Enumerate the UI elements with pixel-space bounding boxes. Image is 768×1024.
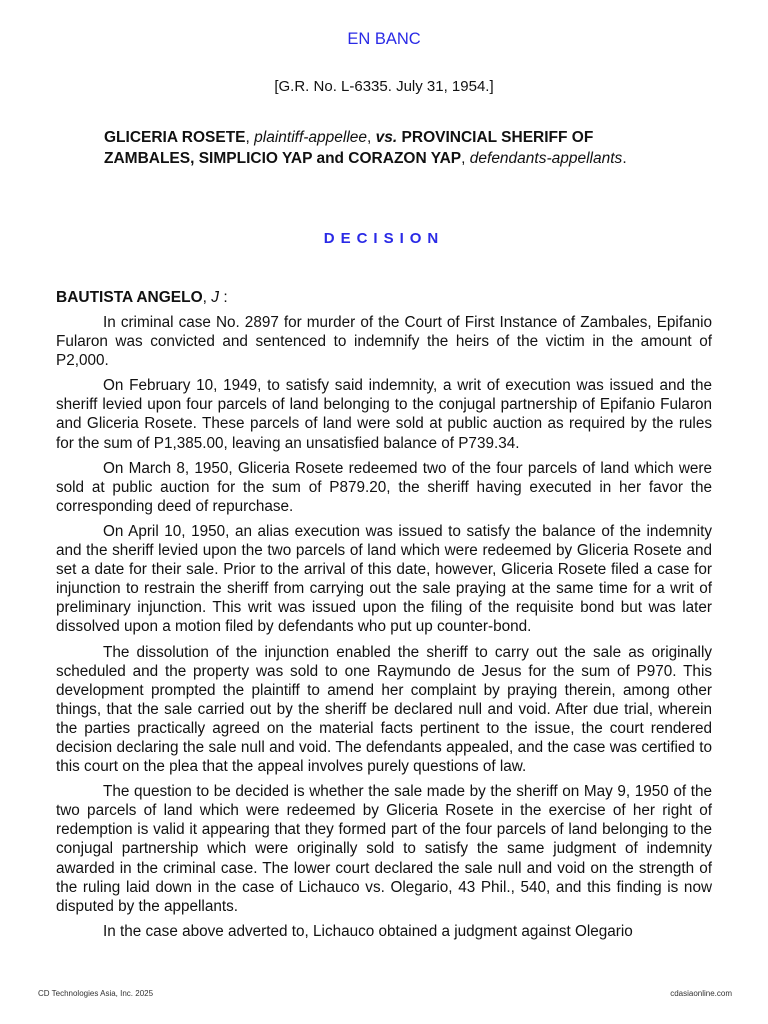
paragraph: On February 10, 1949, to satisfy said indemnity, a writ of execution was issued and the sheriff levied upon four parcels of land belonging to the conjugal partnership of Epifanio Fularon and Gliceria Rosete. These parcels of land were sold at public auction as required by the rules for the sum of P1,385.00, leaving an unsatisfied balance of P739.34. <box>56 377 712 452</box>
decision-body <box>56 313 712 947</box>
paragraph: In the case above adverted to, Lichauco obtained a judgment against Olegario <box>103 922 633 940</box>
plaintiff-name: GLICERIA ROSETE <box>104 129 246 146</box>
case-parties: GLICERIA ROSETE, plaintiff-appellee, vs. PROVINCIAL SHERIFF OF ZAMBALES, SIMPLICIO YAP and CORAZON YAP, defendants-appellants. <box>104 129 627 167</box>
paragraph: The question to be decided is whether the sale made by the sheriff on May 9, 1950 of the two parcels of land which were redeemed by Gliceria Rosete in the exercise of her right of redemption is valid it appearing that they formed part of the four parcels of land belonging to the conjugal partnership which were originally sold to satisfy the same judgment of indemnity awarded in the criminal case. The lower court declared the sale null and void on the strength of the ruling laid down in the case of Lichauco vs. Olegario, 43 Phil., 540, and this finding is now disputed by the appellants. <box>56 783 712 915</box>
paragraph: On March 8, 1950, Gliceria Rosete redeemed two of the four parcels of land which were sold at public auction for the sum of P879.20, the sheriff having executed in her favor the corresponding deed of repurchase. <box>56 459 712 515</box>
paragraph: The dissolution of the injunction enabled the sheriff to carry out the sale as originally scheduled and the property was sold to one Raymundo de Jesus for the sum of P970. This development prompted the plaintiff to amend her complaint by praying therein, among other things, that the sale carried out by the sheriff be declared null and void. After due trial, wherein the parties practically agreed on the material facts pertinent to the issue, the court rendered decision declaring the sale null and void. The defendants appealed, and the case was certified to this court on the plea that the appeal involves purely questions of law. <box>56 643 712 776</box>
ponente: BAUTISTA ANGELO, J : <box>56 289 228 306</box>
defendants-names: PROVINCIAL SHERIFF OF ZAMBALES, SIMPLICIO YAP and CORAZON YAP <box>104 129 594 167</box>
footer-site: cdasiaonline.com <box>670 989 732 998</box>
decision-title: DECISION <box>323 230 445 247</box>
case-number: [G.R. No. L-6335. July 31, 1954.] <box>274 78 494 95</box>
court-division-heading: EN BANC <box>347 30 421 48</box>
ponente-title: J <box>211 289 220 306</box>
footer-copyright: CD Technologies Asia, Inc. 2025 <box>38 989 154 998</box>
versus-label: vs. <box>375 129 398 146</box>
plaintiff-role: plaintiff-appellee <box>254 129 368 146</box>
ponente-name: BAUTISTA ANGELO <box>56 289 203 306</box>
paragraph: On April 10, 1950, an alias execution was issued to satisfy the balance of the indemnity and the sheriff levied upon the two parcels of land which were redeemed by Gliceria Rosete and set a date for their sale. Prior to the arrival of this date, however, Gliceria Rosete filed a case for injunction to restrain the sheriff from carrying out the sale praying at the same time for a writ of preliminary injunction. This writ was issued upon the filing of the requisite bond but was later dissolved upon a motion filed by defendants who put up counter-bond. <box>56 522 712 636</box>
paragraph: In criminal case No. 2897 for murder of the Court of First Instance of Zambales, Epifanio Fularon was convicted and sentenced to indemnify the heirs of the victim in the amount of P2,000. <box>56 314 712 370</box>
defendants-role: defendants-appellants <box>469 150 623 167</box>
